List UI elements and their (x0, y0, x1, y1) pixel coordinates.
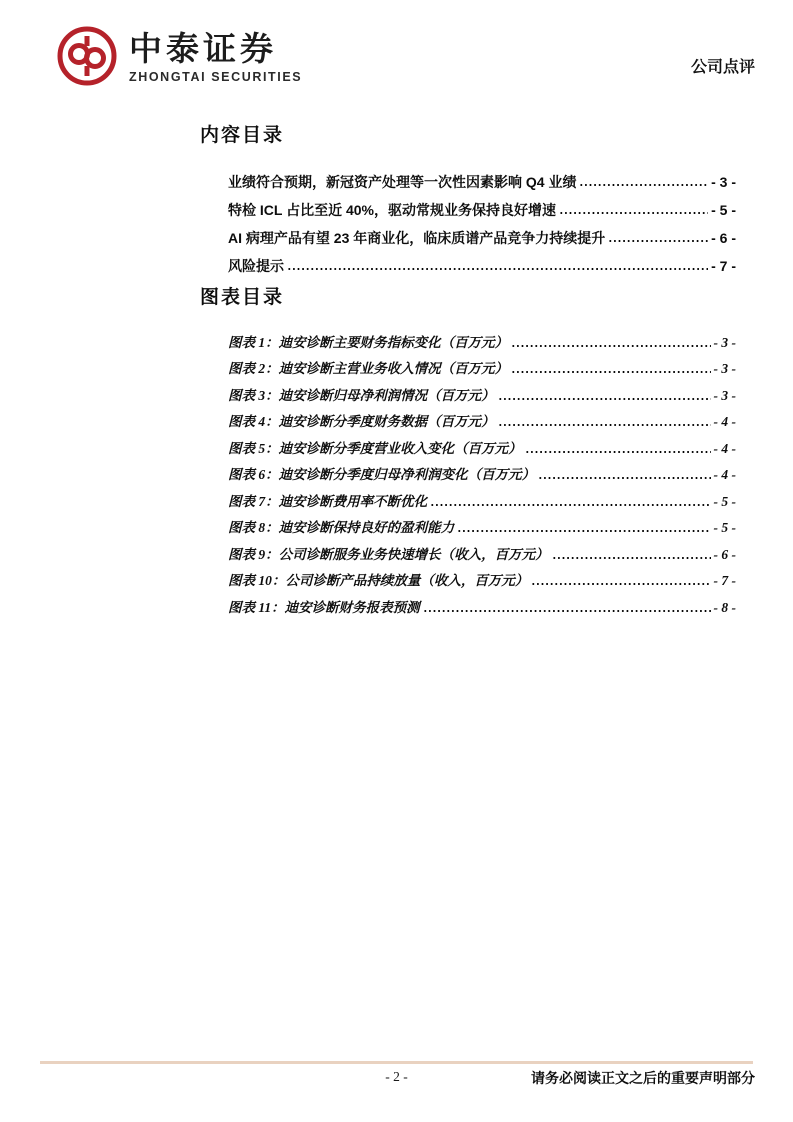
figure-entry-page: - 4 - (713, 467, 736, 482)
figure-entry[interactable] (228, 353, 736, 380)
figures-toc-section (200, 282, 736, 618)
dot-leader (538, 465, 710, 485)
brand-text (129, 24, 302, 84)
brand-name-en: ZHONGTAI SECURITIES (129, 69, 303, 84)
dot-leader (287, 256, 708, 276)
dot-leader (511, 359, 710, 379)
dot-leader (457, 518, 710, 538)
figure-entry-page: - 6 - (713, 546, 736, 562)
figure-entry-page: - 8 - (713, 599, 736, 615)
toc-list (228, 164, 736, 276)
figure-entry-label: 图表 7：迪安诊断费用率不断优化 (228, 493, 428, 509)
dot-leader (498, 386, 711, 406)
toc-entry-label: 风险提示 (228, 258, 284, 274)
figure-entry-page: - 4 - (713, 414, 736, 429)
figure-entry[interactable] (228, 379, 736, 406)
figure-entry[interactable] (228, 485, 736, 512)
toc-entry-page: - 3 - (711, 174, 736, 190)
figure-entry-label: 图表 1：迪安诊断主要财务指标变化（百万元） (228, 334, 509, 350)
toc-entry-label: AI 病理产品有望 23 年商业化，临床质谱产品竞争力持续提升 (228, 230, 606, 246)
footer-rule (40, 1061, 753, 1064)
figure-entry-label: 图表 3：迪安诊断归母净利润情况（百万元） (228, 387, 495, 403)
content-toc-section (200, 120, 736, 276)
figure-entry-label: 图表 5：迪安诊断分季度营业收入变化（百万元） (228, 440, 522, 456)
toc-entry[interactable] (228, 192, 736, 220)
figure-entry-label: 图表 8：迪安诊断保持良好的盈利能力 (228, 520, 455, 535)
report-type-label: 公司点评 (690, 59, 755, 76)
toc-entry[interactable] (228, 164, 736, 192)
toc-entry[interactable] (228, 248, 736, 276)
figure-entry-page: - 3 - (713, 387, 736, 403)
table-of-contents (200, 120, 736, 618)
toc-entry-page: - 7 - (711, 258, 736, 274)
toc-entry-page: - 5 - (711, 202, 736, 218)
report-header (55, 24, 755, 88)
figure-entry[interactable] (228, 565, 736, 592)
figure-entry-page: - 5 - (713, 493, 736, 509)
toc-entry-page: - 6 - (711, 230, 736, 246)
dot-leader (608, 228, 708, 248)
toc-entry-label: 业绩符合预期，新冠资产处理等一次性因素影响 Q4 业绩 (228, 174, 577, 190)
figures-title: 图表目录 (200, 287, 285, 308)
dot-leader (559, 200, 708, 220)
footer-disclaimer: 请务必阅读正文之后的重要声明部分 (531, 1072, 755, 1087)
figure-entry-label: 图表 9：公司诊断服务业务快速增长（收入，百万元） (228, 546, 549, 562)
figures-list (228, 326, 736, 618)
figure-entry-page: - 5 - (713, 520, 736, 535)
figure-entry-page: - 4 - (713, 440, 736, 456)
figure-entry-label: 图表 10：公司诊断产品持续放量（收入，百万元） (228, 573, 529, 588)
figure-entry-label: 图表 11：迪安诊断财务报表预测 (228, 599, 420, 615)
figure-entry[interactable] (228, 406, 736, 433)
toc-entry[interactable] (228, 220, 736, 248)
dot-leader (498, 412, 711, 432)
dot-leader (430, 492, 710, 512)
figure-entry[interactable] (228, 326, 736, 353)
dot-leader (423, 598, 711, 618)
dot-leader (525, 439, 711, 459)
figure-entry[interactable] (228, 459, 736, 486)
brand-name-cn: 中泰证券 (129, 30, 277, 67)
dot-leader (531, 571, 710, 591)
figure-entry[interactable] (228, 432, 736, 459)
page-number: - 2 - (385, 1069, 408, 1084)
figure-entry[interactable] (228, 512, 736, 539)
figure-entry-page: - 3 - (713, 361, 736, 376)
toc-entry-label: 特检 ICL 占比至近 40%，驱动常规业务保持良好增速 (228, 202, 556, 218)
figure-entry-label: 图表 6：迪安诊断分季度归母净利润变化（百万元） (228, 467, 536, 482)
zhongtai-logo-icon (55, 24, 119, 88)
figure-entry-label: 图表 4：迪安诊断分季度财务数据（百万元） (228, 414, 495, 429)
figure-entry[interactable] (228, 591, 736, 618)
figure-entry-label: 图表 2：迪安诊断主营业务收入情况（百万元） (228, 361, 509, 376)
dot-leader (511, 333, 710, 353)
dot-leader (552, 545, 711, 565)
toc-title: 内容目录 (200, 125, 285, 146)
figure-entry-page: - 7 - (713, 573, 736, 588)
figure-entry-page: - 3 - (713, 334, 736, 350)
dot-leader (579, 172, 708, 192)
figure-entry[interactable] (228, 538, 736, 565)
